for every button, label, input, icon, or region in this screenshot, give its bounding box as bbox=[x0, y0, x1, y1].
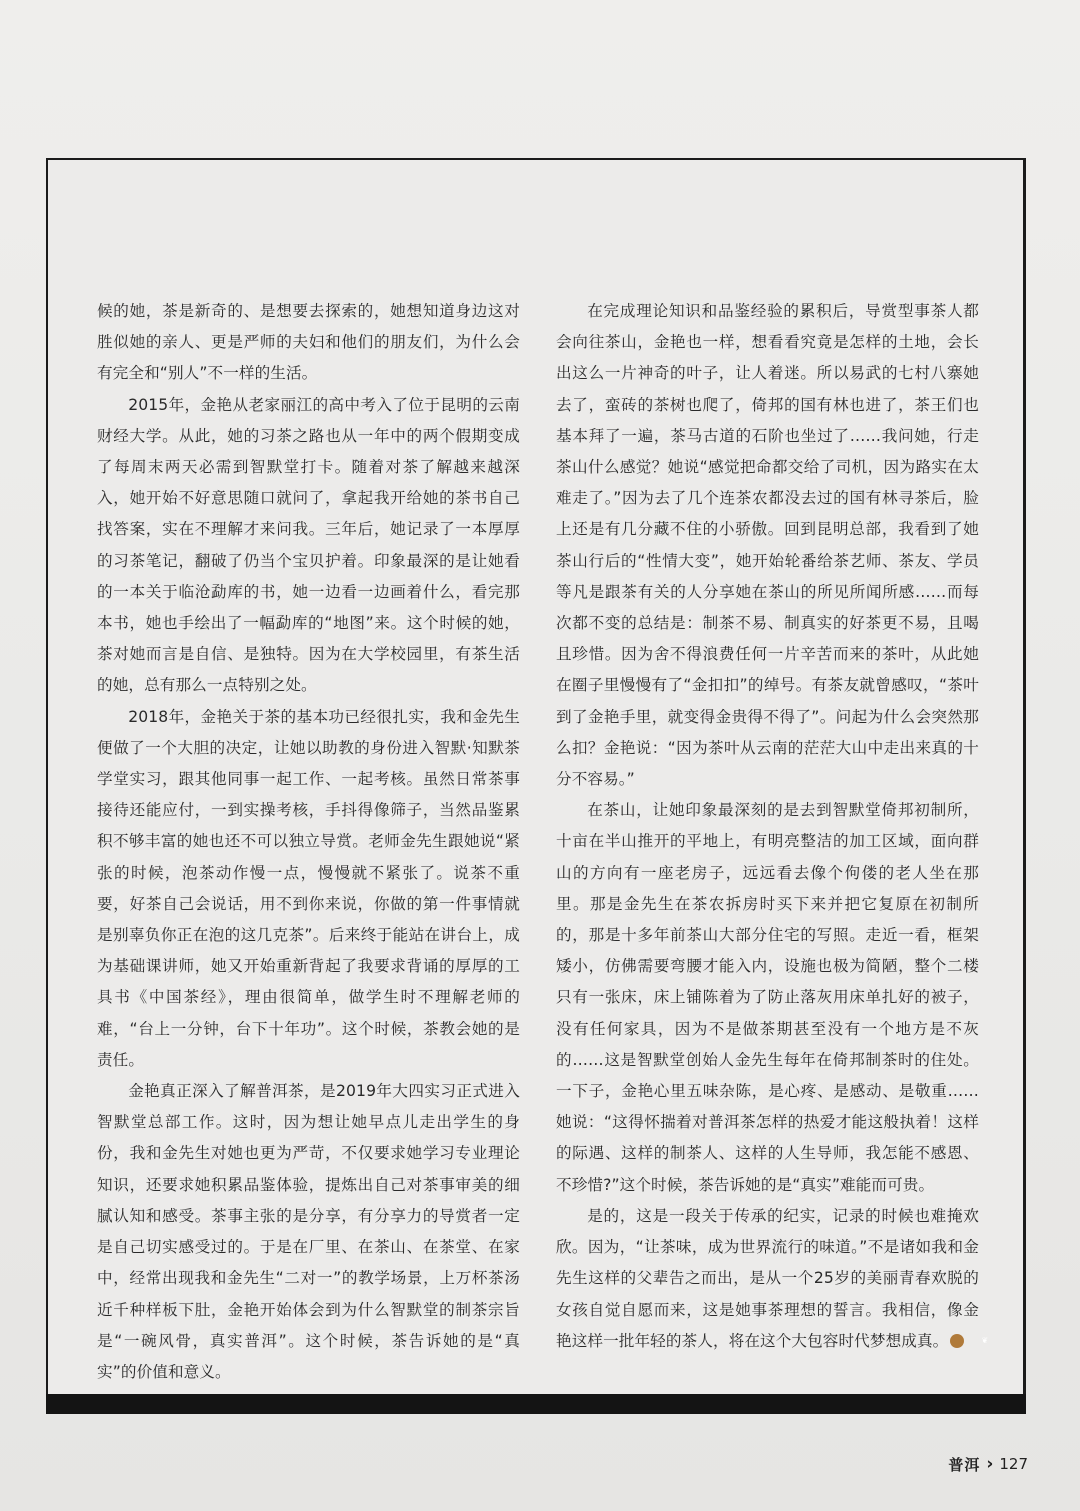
right-column bbox=[556, 296, 989, 1357]
left-column bbox=[97, 296, 520, 1388]
paragraph: 候的她，茶是新奇的、是想要去探索的，她想知道身边这对胜似她的亲人、更是严师的夫妇和他们的朋友们，为什么会有完全和“别人”不一样的生活。 bbox=[97, 302, 520, 383]
paragraph-final bbox=[556, 1201, 989, 1357]
page-footer bbox=[948, 1452, 1028, 1476]
page-number: 127 bbox=[999, 1455, 1028, 1473]
paragraph: 在完成理论知识和品鉴经验的累积后，导赏型事茶人都会向往茶山，金艳也一样，想看看究竟是怎样的土地，会长出这么一片神奇的叶子，让人着迷。所以易武的七村八寨她去了，蛮砖的茶树也爬了，倚邦的国有林也进了，茶王们也基本拜了一遍，茶马古道的石阶也坐过了……我问她，行走茶山什么感觉？她说“感觉把命都交给了司机，因为路实在太难走了。”因为去了几个连茶农都没去过的国有林寻茶后，脸上还是有几分藏不住的小骄傲。回到昆明总部，我看到了她茶山行后的“性情大变”，她开始轮番给茶艺师、茶友、学员等凡是跟茶有关的人分享她在茶山的所见所闻所感……而每次都不变的总结是：制茶不易、制真实的好茶更不易，且喝且珍惜。因为舍不得浪费任何一片辛苦而来的茶叶，从此她在圈子里慢慢有了“金扣扣”的绰号。有茶友就曾感叹，“茶叶到了金艳手里，就变得金贵得不得了”。问起为什么会突然那么扣？金艳说：“因为茶叶从云南的茫茫大山中走出来真的十分不容易。” bbox=[556, 302, 979, 789]
magazine-name: 普洱 bbox=[948, 1455, 981, 1474]
paragraph-final-text: 是的，这是一段关于传承的纪实，记录的时候也难掩欢欣。因为，“让茶味，成为世界流行的味道。”不是诸如我和金先生这样的父辈告之而出，是从一个25岁的美丽青春欢脱的女孩自觉自愿而来，这是她事茶理想的誓言。我相信，像金艳这样一批年轻的茶人，将在这个大包容时代梦想成真。 bbox=[556, 1206, 979, 1350]
paragraph: 2015年，金艳从老家丽江的高中考入了位于昆明的云南财经大学。从此，她的习茶之路也从一年中的两个假期变成了每周末两天必需到智默堂打卡。随着对茶了解越来越深入，她开始不好意思随口就问了，拿起我开给她的茶书自己找答案，实在不理解才来问我。三年后，她记录了一本厚厚的习茶笔记，翻破了仍当个宝贝护着。印象最深的是让她看的一本关于临沧勐库的书，她一边看一边画着什么，看完那本书，她也手绘出了一幅勐库的“地图”来。这个时候的她，茶对她而言是自信、是独特。因为在大学校园里，有茶生活的她，总有那么一点特别之处。 bbox=[97, 395, 520, 695]
chevron-right-icon: › bbox=[986, 1453, 994, 1474]
seal-end-mark-icon: ❦ bbox=[950, 1334, 964, 1348]
paragraph: 2018年，金艳关于茶的基本功已经很扎实，我和金先生便做了一个大胆的决定，让她以助教的身份进入智默·知默茶学堂实习，跟其他同事一起工作、一起考核。虽然日常茶事接待还能应付，一到实操考核，手抖得像筛子，当然品鉴累积不够丰富的她也还不可以独立导赏。老师金先生跟她说“紧张的时候，泡茶动作慢一点，慢慢就不紧张了。说茶不重要，好茶自己会说话，用不到你来说，你做的第一件事情就是别辜负你正在泡的这几克茶”。后来终于能站在讲台上，成为基础课讲师，她又开始重新背起了我要求背诵的厚厚的工具书《中国茶经》，理由很简单，做学生时不理解老师的难，“台上一分钟，台下十年功”。这个时候，茶教会她的是责任。 bbox=[97, 707, 520, 1069]
frame-bottom-bar bbox=[46, 1394, 1026, 1414]
paragraph: 在茶山，让她印象最深刻的是去到智默堂倚邦初制所，十亩在半山推开的平地上，有明亮整洁的加工区域，面向群山的方向有一座老房子，远远看去像个佝偻的老人坐在那里。那是金先生在茶农拆房时买下来并把它复原在初制所的，那是十多年前茶山大部分住宅的写照。走近一看，框架矮小，仿佛需要弯腰才能入内，设施也极为简陋，整个二楼只有一张床，床上铺陈着为了防止落灰用床单扎好的被子，没有任何家具，因为不是做茶期甚至没有一个地方是不灰的……这是智默堂创始人金先生每年在倚邦制茶时的住处。一下子，金艳心里五味杂陈，是心疼、是感动、是敬重……她说：“这得怀揣着对普洱茶怎样的热爱才能这般执着！这样的际遇、这样的制茶人、这样的人生导师，我怎能不感恩、不珍惜?”这个时候，茶告诉她的是“真实”难能而可贵。 bbox=[556, 801, 979, 1194]
paragraph: 金艳真正深入了解普洱茶，是2019年大四实习正式进入智默堂总部工作。这时，因为想让她早点儿走出学生的身份，我和金先生对她也更为严苛，不仅要求她学习专业理论知识，还要求她积累品鉴体验，提炼出自己对茶事审美的细腻认知和感受。茶事主张的是分享，有分享力的导赏者一定是自己切实感受过的。于是在厂里、在茶山、在茶堂、在家中，经常出现我和金先生“二对一”的教学场景，上万杯茶汤近千种样板下肚，金艳开始体会到为什么智默堂的制茶宗旨是“一碗风骨，真实普洱”。这个时候，茶告诉她的是“真实”的价值和意义。 bbox=[97, 1082, 520, 1381]
